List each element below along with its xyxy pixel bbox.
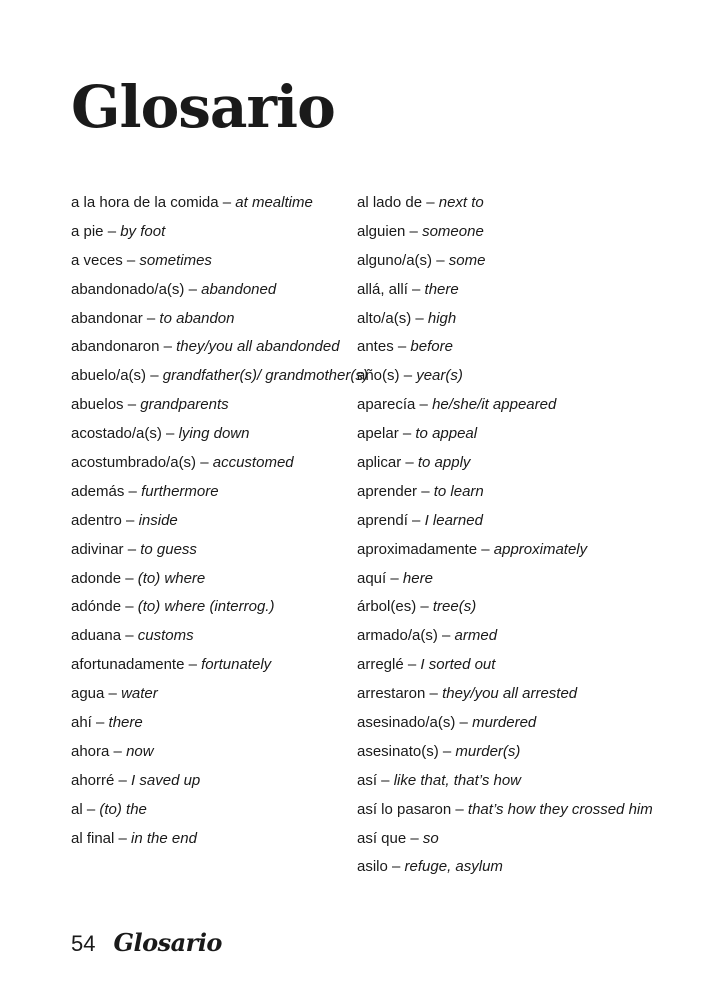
glossary-entry — [357, 857, 657, 877]
glossary-entry — [71, 597, 371, 617]
term-separator: – — [104, 685, 122, 703]
glossary-entry — [357, 742, 657, 762]
english-translation: tree(s) — [432, 598, 477, 616]
glossary-entry — [357, 597, 657, 617]
english-translation: to guess — [140, 540, 197, 558]
spanish-term: agua — [71, 685, 105, 703]
glossary-entry — [71, 309, 371, 329]
english-translation: he/she/it appeared — [432, 396, 557, 414]
glossary-entry — [357, 540, 657, 560]
term-separator: – — [122, 251, 140, 269]
term-separator: – — [477, 540, 494, 558]
spanish-term: así — [357, 771, 378, 789]
spanish-term: a pie — [71, 222, 104, 240]
spanish-term: asilo — [357, 858, 388, 876]
glossary-entry — [71, 684, 371, 704]
spanish-term: afortunadamente — [71, 656, 185, 674]
glossary-entry — [357, 626, 657, 646]
english-translation: murder(s) — [455, 742, 521, 760]
term-separator: – — [142, 309, 160, 327]
english-translation: some — [448, 251, 486, 269]
glossary-entry — [71, 280, 371, 300]
term-separator: – — [377, 771, 394, 789]
term-separator: – — [403, 656, 421, 674]
glossary-entry — [357, 366, 657, 386]
spanish-term: ahora — [71, 742, 110, 760]
english-translation: here — [402, 569, 433, 587]
spanish-term: abandonaron — [71, 338, 160, 356]
term-separator: – — [196, 454, 213, 472]
glossary-column-right — [357, 193, 657, 886]
english-translation: by foot — [120, 222, 166, 240]
glossary-entry — [357, 482, 657, 502]
spanish-term: aplicar — [357, 454, 402, 472]
english-translation: they/you all abandonded — [176, 338, 340, 356]
english-translation: (to) where — [137, 569, 206, 587]
glossary-entry — [357, 309, 657, 329]
english-translation: I learned — [424, 511, 483, 529]
spanish-term: aprender — [357, 482, 418, 500]
glossary-entry — [71, 366, 371, 386]
term-separator: – — [407, 511, 425, 529]
term-separator: – — [114, 771, 132, 789]
spanish-term: adónde — [71, 598, 122, 616]
english-translation: water — [121, 685, 158, 703]
english-translation: to abandon — [159, 309, 235, 327]
term-separator: – — [405, 222, 423, 240]
term-separator: – — [218, 194, 236, 211]
english-translation: there — [424, 280, 459, 298]
glossary-entry — [71, 222, 371, 242]
glossary-entry — [71, 569, 371, 589]
english-translation: inside — [138, 511, 178, 529]
term-separator: – — [437, 627, 455, 645]
page-title: Glosario — [71, 73, 335, 141]
term-separator: – — [161, 425, 179, 443]
glossary-entry — [357, 713, 657, 733]
english-translation: (to) the — [99, 800, 147, 818]
english-translation: to learn — [433, 482, 484, 500]
term-separator: – — [407, 280, 425, 298]
spanish-term: adivinar — [71, 540, 124, 558]
term-separator: – — [393, 338, 411, 356]
glossary-entry — [71, 771, 371, 791]
term-separator: – — [406, 829, 423, 847]
english-translation: fortunately — [201, 656, 272, 674]
term-separator: – — [438, 742, 456, 760]
term-separator: – — [422, 194, 439, 211]
glossary-entry — [357, 193, 657, 213]
term-separator: – — [91, 714, 109, 732]
glossary-entry — [357, 280, 657, 300]
glossary-entry — [357, 251, 657, 271]
term-separator: – — [109, 742, 127, 760]
spanish-term: además — [71, 482, 125, 500]
page-footer — [71, 928, 222, 957]
term-separator: – — [123, 396, 141, 414]
term-separator: – — [432, 251, 449, 269]
spanish-term: al lado de — [357, 194, 423, 211]
glossary-entry — [71, 482, 371, 502]
english-translation: to appeal — [415, 425, 478, 443]
spanish-term: aquí — [357, 569, 387, 587]
english-translation: approximately — [493, 540, 588, 558]
term-separator: – — [124, 482, 142, 500]
spanish-term: año(s) — [357, 367, 400, 385]
english-translation: now — [126, 742, 154, 760]
term-separator: – — [386, 569, 403, 587]
spanish-term: así lo pasaron — [357, 800, 452, 818]
glossary-entry — [71, 424, 371, 444]
glossary-entry — [71, 193, 371, 213]
glossary-entry — [357, 829, 657, 849]
spanish-term: ahorré — [71, 771, 115, 789]
english-translation: someone — [422, 222, 484, 240]
english-translation: there — [108, 714, 143, 732]
glossary-entry — [357, 684, 657, 704]
spanish-term: al — [71, 800, 83, 818]
english-translation: before — [410, 338, 453, 356]
english-translation: murdered — [472, 714, 537, 732]
glossary-entry — [357, 569, 657, 589]
spanish-term: a veces — [71, 251, 123, 269]
spanish-term: abandonado/a(s) — [71, 280, 185, 298]
english-translation: to apply — [417, 454, 471, 472]
spanish-term: aprendí — [357, 511, 408, 529]
term-separator: – — [451, 800, 468, 818]
glossary-column-left — [71, 193, 371, 857]
glossary-entry — [71, 337, 371, 357]
english-translation: grandparents — [140, 396, 229, 414]
english-translation: so — [422, 829, 439, 847]
spanish-term: acostado/a(s) — [71, 425, 162, 443]
term-separator: – — [399, 367, 417, 385]
term-separator: – — [387, 858, 405, 876]
spanish-term: alguien — [357, 222, 406, 240]
spanish-term: allá, allí — [357, 280, 408, 298]
spanish-term: a la hora de la comida — [71, 194, 219, 211]
term-separator: – — [425, 685, 443, 703]
spanish-term: armado/a(s) — [357, 627, 438, 645]
english-translation: year(s) — [416, 367, 463, 385]
english-translation: refuge, asylum — [404, 858, 503, 876]
english-translation: armed — [454, 627, 498, 645]
glossary-entry — [357, 511, 657, 531]
english-translation: grandfather(s)/ grandmother(s) — [162, 367, 368, 385]
term-separator: – — [184, 280, 202, 298]
term-separator: – — [146, 367, 163, 385]
spanish-term: arreglé — [357, 656, 404, 674]
glossary-entry — [357, 800, 657, 820]
spanish-term: árbol(es) — [357, 598, 417, 616]
term-separator: – — [123, 540, 141, 558]
spanish-term: así que — [357, 829, 407, 847]
english-translation: next to — [438, 194, 484, 211]
glossary-entry — [71, 511, 371, 531]
glossary-entry — [71, 800, 371, 820]
spanish-term: adonde — [71, 569, 122, 587]
term-separator: – — [121, 511, 139, 529]
english-translation: sometimes — [139, 251, 212, 269]
glossary-entry — [71, 829, 371, 849]
page-number: 54 — [71, 931, 96, 956]
term-separator: – — [417, 482, 434, 500]
spanish-term: asesinado/a(s) — [357, 714, 456, 732]
english-translation: they/you all arrested — [442, 685, 578, 703]
term-separator: – — [114, 829, 132, 847]
english-translation: that’s how they crossed him — [467, 800, 653, 818]
term-separator: – — [411, 309, 428, 327]
term-separator: – — [121, 627, 138, 645]
term-separator: – — [184, 656, 202, 674]
spanish-term: arrestaron — [357, 685, 426, 703]
spanish-term: apelar — [357, 425, 399, 443]
spanish-term: ahí — [71, 714, 92, 732]
spanish-term: alguno/a(s) — [357, 251, 433, 269]
glossary-entry — [357, 424, 657, 444]
term-separator: – — [103, 222, 121, 240]
term-separator: – — [415, 396, 433, 414]
term-separator: – — [121, 569, 138, 587]
glossary-entry — [71, 540, 371, 560]
term-separator: – — [398, 425, 416, 443]
glossary-entry — [71, 626, 371, 646]
glossary-entry — [71, 453, 371, 473]
spanish-term: alto/a(s) — [357, 309, 412, 327]
term-separator: – — [455, 714, 473, 732]
glossary-entry — [357, 222, 657, 242]
term-separator: – — [121, 598, 138, 616]
english-translation: accustomed — [212, 454, 294, 472]
term-separator: – — [159, 338, 177, 356]
glossary-entry — [357, 453, 657, 473]
english-translation: customs — [137, 627, 194, 645]
glossary-entry — [71, 713, 371, 733]
spanish-term: acostumbrado/a(s) — [71, 454, 197, 472]
english-translation: high — [427, 309, 457, 327]
glossary-entry — [357, 771, 657, 791]
spanish-term: aparecía — [357, 396, 416, 414]
spanish-term: aduana — [71, 627, 122, 645]
english-translation: (to) where (interrog.) — [137, 598, 275, 616]
glossary-entry — [71, 742, 371, 762]
spanish-term: abuelo/a(s) — [71, 367, 147, 385]
spanish-term: adentro — [71, 511, 122, 529]
spanish-term: aproximadamente — [357, 540, 478, 558]
spanish-term: asesinato(s) — [357, 742, 439, 760]
spanish-term: antes — [357, 338, 394, 356]
glossary-entry — [357, 337, 657, 357]
english-translation: furthermore — [141, 482, 219, 500]
term-separator: – — [82, 800, 100, 818]
english-translation: in the end — [131, 829, 197, 847]
glossary-entry — [71, 251, 371, 271]
english-translation: I sorted out — [420, 656, 496, 674]
spanish-term: abandonar — [71, 309, 143, 327]
spanish-term: al final — [71, 829, 115, 847]
glossary-entry — [357, 655, 657, 675]
english-translation: abandoned — [201, 280, 277, 298]
english-translation: at mealtime — [235, 194, 313, 211]
glossary-entry — [71, 655, 371, 675]
english-translation: like that, that’s how — [393, 771, 521, 789]
spanish-term: abuelos — [71, 396, 124, 414]
glossary-entry — [71, 395, 371, 415]
english-translation: I saved up — [131, 771, 201, 789]
english-translation: lying down — [178, 425, 250, 443]
term-separator: – — [401, 454, 418, 472]
term-separator: – — [416, 598, 433, 616]
glossary-entry — [357, 395, 657, 415]
footer-section-label: Glosario — [113, 928, 222, 957]
